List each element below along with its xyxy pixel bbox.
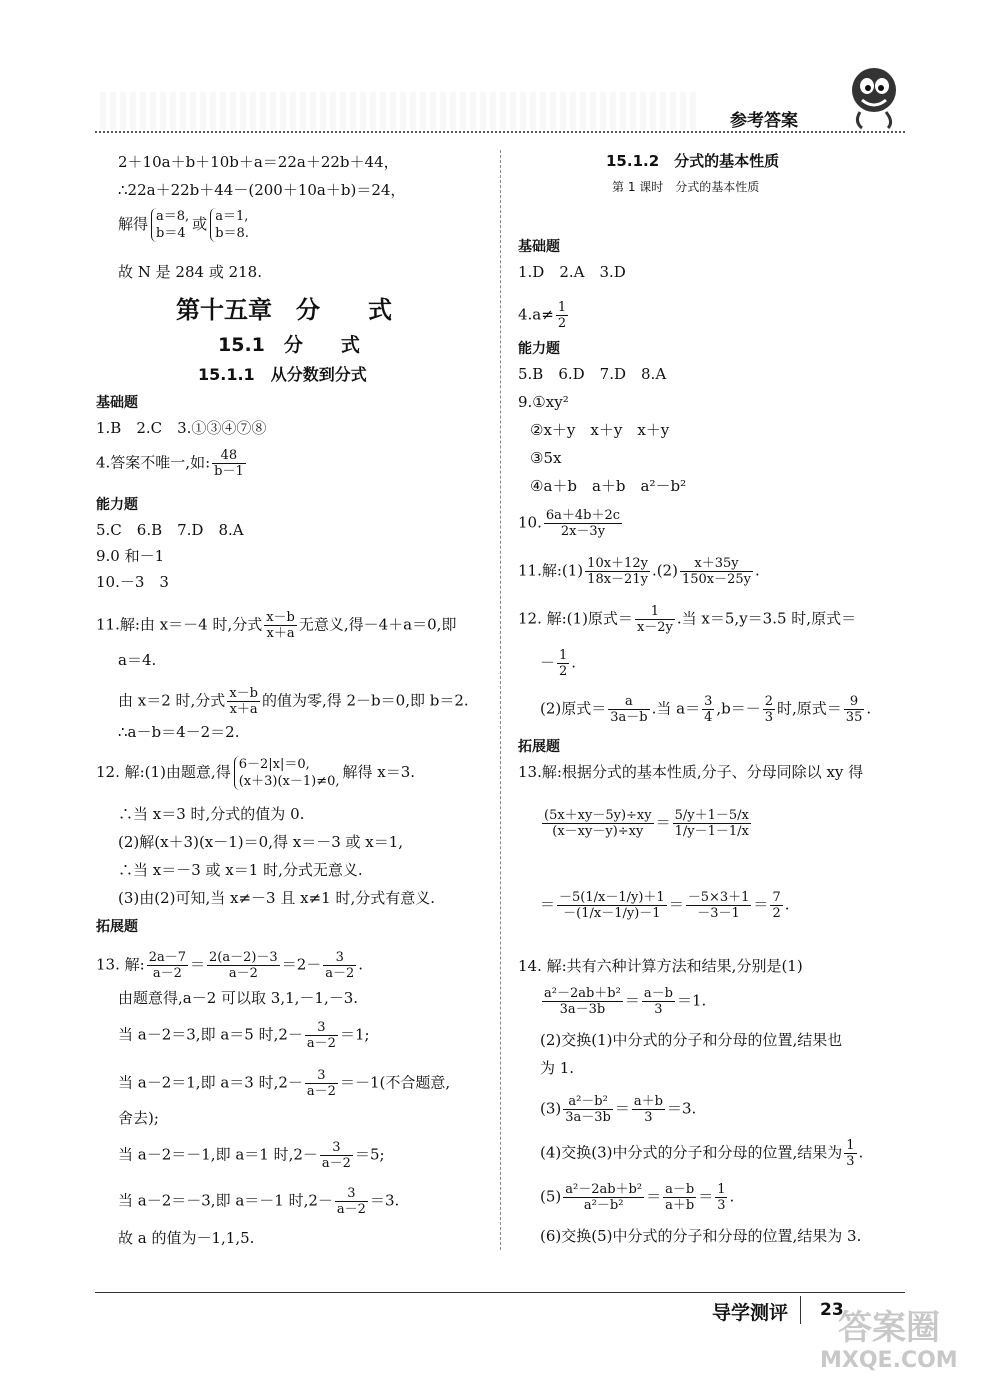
subsection-title: 15.1.1 从分数到分式 <box>198 365 367 384</box>
watermark-url: MXQE.COM <box>820 1348 958 1373</box>
fraction: $\frac{2}{3}$ <box>764 694 774 725</box>
category-heading: 拓展题 <box>518 739 560 755</box>
fraction: $\frac{1}{x-2y}$ <box>636 604 673 635</box>
equation-system: 6－2|x|＝0, (x＋3)(x－1)≠0, <box>234 756 340 790</box>
text-line: (2)原式＝ $\frac{a}{3a-b}$ .当 a＝ $\frac{3}{4}$ ,b＝－ $\frac{2}{3}$ 时,原式＝ $\frac{9}{35}$ . <box>540 694 872 725</box>
fraction: $\frac{10x+12y}{18x-21y}$ <box>587 556 648 587</box>
text-line: ＝ $\frac{-5(1/x-1/y)+1}{-(1/x-1/y)-1}$ ＝ $\frac{-5\times 3+1}{-3-1}$ ＝ $\frac{7}{2}$ . <box>540 890 790 921</box>
text-line: 当 a－2＝3,即 a＝5 时,2－ $\frac{3}{a-2}$ ＝1; <box>118 1020 370 1051</box>
category-heading: 能力题 <box>96 497 138 513</box>
fraction: $\frac{\text{a²－b²}}{3a-3b}$ <box>565 1094 611 1125</box>
fraction: $\frac{3}{a-2}$ <box>321 1140 351 1171</box>
text-line: 5.C 6.B 7.D 8.A <box>96 521 244 539</box>
text-line: 9.①xy² <box>518 393 569 411</box>
text-line: (3)由(2)可知,当 x≠－3 且 x≠1 时,分式有意义. <box>118 889 436 907</box>
fraction: $\frac{x-b}{x+a}$ <box>229 686 258 717</box>
text-line: 5.B 6.D 7.D 8.A <box>518 365 667 383</box>
text-line: 故 a 的值为－1,1,5. <box>118 1229 255 1247</box>
lesson-title: 第 1 课时 分式的基本性质 <box>612 180 760 194</box>
text-line: ∴22a＋22b＋44－(200＋10a＋b)＝24， <box>118 181 406 199</box>
text-line: 10. $\frac{6a+4b+2c}{2x-3y}$ <box>518 508 621 539</box>
fraction: $\frac{a-b}{a+b}$ <box>665 1182 695 1213</box>
footer-brand: 导学测评 <box>712 1302 789 1324</box>
text-line: ④a＋b a＋b a²－b² <box>530 477 687 495</box>
fraction: $\frac{6a+4b+2c}{2x-3y}$ <box>545 508 621 539</box>
text-line: a＝4. <box>118 651 157 669</box>
fraction: $\frac{3}{a-2}$ <box>306 1020 336 1051</box>
text-line: 当 a－2＝－3,即 a＝－1 时,2－ $\frac{3}{a-2}$ ＝3. <box>118 1186 400 1217</box>
fraction: $\frac{x-b}{x+a}$ <box>266 610 295 641</box>
text-line: 2＋10a＋b＋10b＋a＝22a＋22b＋44， <box>118 153 399 171</box>
text-line: ∴a－b＝4－2＝2. <box>118 723 240 741</box>
fraction: $\frac{-5(1/x-1/y)+1}{-(1/x-1/y)-1}$ <box>559 890 665 921</box>
text-line: $\frac{\text{a²－2ab＋b²}}{3a-3b}$ ＝ $\frac{a-b}{3}$ ＝1. <box>544 986 707 1017</box>
equation-system: a＝1, b＝8. <box>210 208 249 242</box>
text-line: 当 a－2＝1,即 a＝3 时,2－ $\frac{3}{a-2}$ ＝－1(不合题意, <box>118 1068 451 1099</box>
header-band <box>100 92 700 130</box>
fraction: $\frac{2a-7}{a-2}$ <box>148 950 186 981</box>
fraction: $\frac{5/y+1-5/x}{1/y-1-1/x}$ <box>674 808 749 839</box>
category-heading: 基础题 <box>518 239 560 255</box>
text-line: － $\frac{1}{2}$ . <box>540 648 577 679</box>
text-line: 4.a≠ $\frac{1}{2}$ <box>518 300 567 331</box>
fraction: $\frac{2(a-2)-3}{a-2}$ <box>209 950 278 981</box>
text-line: 故 N 是 284 或 218. <box>118 263 262 281</box>
text-line: (2)交换(1)中分式的分子和分母的位置,结果也 <box>540 1031 843 1049</box>
text-line: 10.－3 3 <box>96 573 169 591</box>
text-line: 14. 解:共有六种计算方法和结果,分别是(1) <box>518 957 803 975</box>
fraction: $\frac{-5\times 3+1}{-3-1}$ <box>687 890 750 921</box>
category-heading: 基础题 <box>96 395 138 411</box>
fraction: $\frac{3}{4}$ <box>704 694 713 725</box>
text-line: 4.答案不唯一,如: $\frac{48}{b-1}$ <box>96 448 244 479</box>
fraction: $\frac{3}{a-2}$ <box>325 950 355 981</box>
watermark: 答案圈 <box>838 1308 940 1348</box>
text-line: ③5x <box>530 449 562 467</box>
fraction: $\frac{7}{2}$ <box>772 890 781 921</box>
text-line: 12. 解:(1)由题意,得 6－2|x|＝0, (x＋3)(x－1)≠0, 解得 x＝3. <box>96 757 416 789</box>
text-line: 解得 a＝8, b＝4 或 a＝1, b＝8. <box>118 209 249 241</box>
subsection-title: 15.1.2 分式的基本性质 <box>606 152 780 170</box>
text-line: 13. 解: $\frac{2a-7}{a-2}$ ＝ $\frac{2(a-2)-3}{a-2}$ ＝2－ $\frac{3}{a-2}$ . <box>96 950 364 981</box>
header-rule <box>95 131 905 133</box>
fraction: $\frac{(5x+xy-5y)\div xy}{(x-xy-y)\div xy}$ <box>544 808 652 839</box>
text-line: (4)交换(3)中分式的分子和分母的位置,结果为 $\frac{1}{3}$ . <box>540 1138 864 1169</box>
fraction: $\frac{1}{3}$ <box>846 1138 855 1169</box>
fraction: $\frac{a-b}{3}$ <box>643 986 673 1017</box>
text-line: ∴当 x＝－3 或 x＝1 时,分式无意义. <box>118 861 363 879</box>
text-line: ②x＋y x＋y x＋y <box>530 421 670 439</box>
page-number: 23 <box>820 1300 844 1320</box>
text-line: (6)交换(5)中分式的分子和分母的位置,结果为 3. <box>540 1227 862 1245</box>
text-line: 1.B 2.C 3.①③④⑦⑧ <box>96 419 267 437</box>
column-divider <box>500 150 501 1250</box>
section-title: 15.1 分 式 <box>218 334 360 356</box>
fraction: $\frac{\text{a²－2ab＋b²}}{3a-3b}$ <box>544 986 621 1017</box>
fraction: $\frac{\text{a²－2ab＋b²}}{\text{a²－b²}}$ <box>565 1182 643 1213</box>
fraction: $\frac{x+35y}{150x-25y}$ <box>681 556 751 587</box>
text-line: (2)解(x＋3)(x－1)＝0,得 x＝－3 或 x＝1, <box>118 833 404 851</box>
category-heading: 拓展题 <box>96 919 138 935</box>
footer-divider <box>800 1296 801 1324</box>
fraction: $\frac{1}{2}$ <box>559 648 568 679</box>
fraction: $\frac{3}{a-2}$ <box>306 1068 336 1099</box>
text-line: 9.0 和－1 <box>96 547 165 565</box>
footer-rule <box>95 1292 905 1293</box>
text-line: (5) $\frac{\text{a²－2ab＋b²}}{\text{a²－b²}}$ ＝ $\frac{a-b}{a+b}$ ＝ $\frac{1}{3}$ . <box>540 1182 735 1213</box>
fraction: $\frac{9}{35}$ <box>845 694 863 725</box>
fraction: $\frac{1}{2}$ <box>557 300 567 331</box>
text-line: 13.解:根据分式的基本性质,分子、分母同除以 xy 得 <box>518 763 864 781</box>
chapter-title: 第十五章 分 式 <box>176 296 392 324</box>
fraction: $\frac{a}{3a-b}$ <box>610 694 648 725</box>
category-heading: 能力题 <box>518 341 560 357</box>
equation-system: a＝8, b＝4 <box>151 208 189 242</box>
text-line: $\frac{(5x+xy-5y)\div xy}{(x-xy-y)\div xy}$ ＝ $\frac{5/y+1-5/x}{1/y-1-1/x}$ <box>544 808 749 839</box>
text-line: 12. 解:(1)原式＝ $\frac{1}{x-2y}$ .当 x＝5,y＝3.5 时,原式＝ <box>518 604 857 635</box>
fraction: $\frac{48}{b-1}$ <box>214 448 244 479</box>
mascot-icon <box>840 62 908 132</box>
text-line: ∴当 x＝3 时,分式的值为 0. <box>118 805 305 823</box>
text-line: 1.D 2.A 3.D <box>518 263 626 281</box>
fraction: $\frac{a+b}{3}$ <box>633 1094 663 1125</box>
text-line: (3) $\frac{\text{a²－b²}}{3a-3b}$ ＝ $\frac{a+b}{3}$ ＝3. <box>540 1094 697 1125</box>
fraction: $\frac{3}{a-2}$ <box>336 1186 366 1217</box>
text-line: 舍去); <box>118 1109 159 1127</box>
text-line: 11.解:由 x＝－4 时,分式 $\frac{x-b}{x+a}$ 无意义,得－4＋a＝0,即 <box>96 610 457 641</box>
text-line: 为 1. <box>540 1059 575 1077</box>
text-line: 由 x＝2 时,分式 $\frac{x-b}{x+a}$ 的值为零,得 2－b＝0,即 b＝2. <box>118 686 469 717</box>
text-line: 11.解:(1) $\frac{10x+12y}{18x-21y}$ .(2) $\frac{x+35y}{150x-25y}$ . <box>518 556 760 587</box>
text-line: 当 a－2＝－1,即 a＝1 时,2－ $\frac{3}{a-2}$ ＝5; <box>118 1140 385 1171</box>
header-label: 参考答案 <box>730 111 798 131</box>
text-line: 由题意得,a－2 可以取 3,1,－1,－3. <box>118 989 359 1007</box>
fraction: $\frac{1}{3}$ <box>717 1182 726 1213</box>
